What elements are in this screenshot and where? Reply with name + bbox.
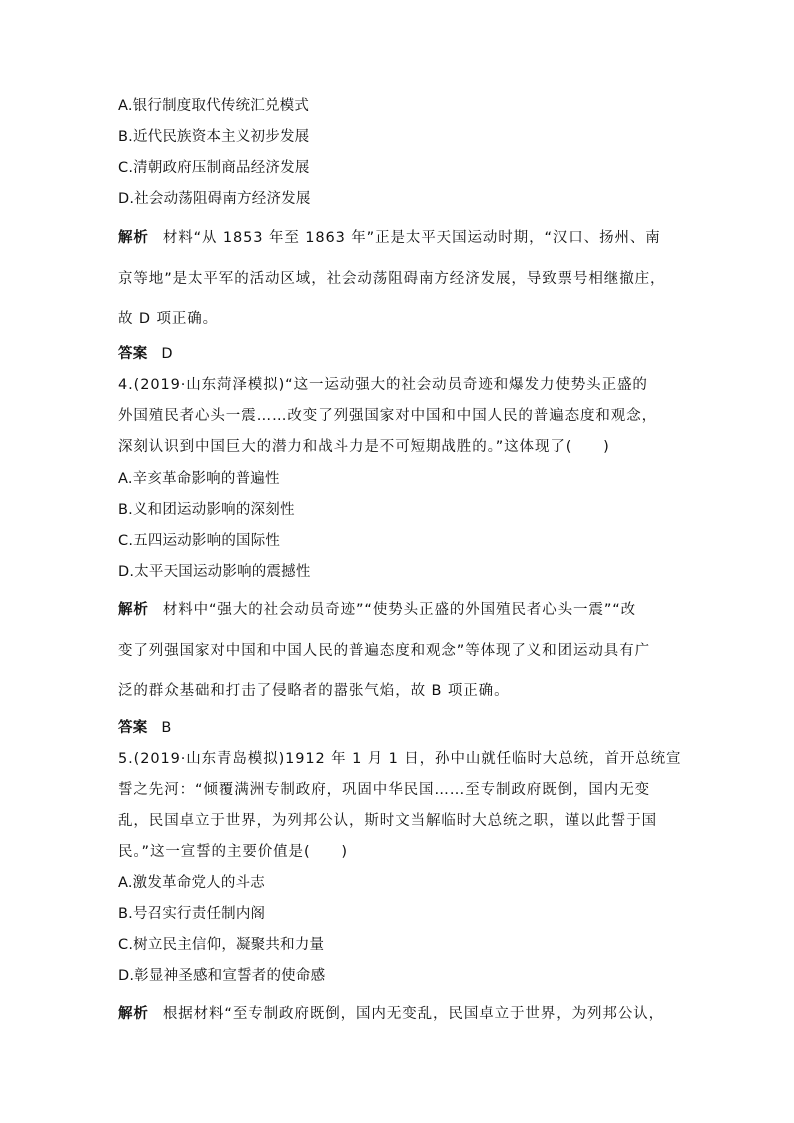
q5-stem-line-1: 5.(2019·山东青岛模拟)1912 年 1 月 1 日，孙中山就任临时大总统，首开总统宣: [118, 751, 682, 767]
q5-stem-line-4: 民。”这一宣誓的主要价值是( ): [118, 844, 348, 860]
q3-answer: [118, 344, 678, 364]
q5-analysis-label: 解析: [118, 1006, 149, 1022]
q5-option-b: B.号召实行责任制内阁: [118, 906, 266, 922]
q3-answer-label: 答案: [118, 346, 148, 362]
q3-analysis-line-3: 故 D 项正确。: [118, 311, 219, 327]
q4-analysis-label: 解析: [118, 602, 149, 618]
q5-option-c: C.树立民主信仰，凝聚共和力量: [118, 937, 325, 953]
q3-analysis-line-2: 京等地”是太平军的活动区域，社会动荡阻碍南方经济发展，导致票号相继撤庄，: [118, 271, 666, 287]
q5-stem-line-2: 誓之先河：“倾覆满洲专制政府，巩固中华民国……至专制政府既倒，国内无变: [118, 782, 651, 798]
q3-option-b: B.近代民族资本主义初步发展: [118, 129, 310, 145]
q4-stem-line-2: 外国殖民者心头一震……改变了列强国家对中国和中国人民的普遍态度和观念，: [118, 408, 657, 424]
q4-answer-value: B: [161, 720, 172, 736]
q4-stem-line-3: 深刻认识到中国巨大的潜力和战斗力是不可短期战胜的。”这体现了( ): [118, 439, 610, 455]
q4-option-b: B.义和团运动影响的深刻性: [118, 502, 295, 518]
q4-stem-line-1: 4.(2019·山东菏泽模拟)“这一运动强大的社会动员奇迹和爆发力使势头正盛的: [118, 377, 648, 393]
q4-analysis-line-1: 解析 材料中“强大的社会动员奇迹”“使势头正盛的外国殖民者心头一震”“改: [118, 602, 637, 618]
q5-stem-line-3: 乱，民国卓立于世界，为列邦公认，斯时文当解临时大总统之职，谨以此誓于国: [118, 813, 657, 829]
q4-answer: [118, 718, 678, 738]
q5-option-a: A.激发革命党人的斗志: [118, 875, 265, 891]
q4-option-d: D.太平天国运动影响的震撼性: [118, 564, 311, 580]
q4-answer-label: 答案: [118, 720, 148, 736]
q4-option-a: A.辛亥革命影响的普遍性: [118, 471, 280, 487]
q3-option-d: D.社会动荡阻碍南方经济发展: [118, 191, 311, 207]
q5-option-d: D.彰显神圣感和宣誓者的使命感: [118, 968, 326, 984]
q3-analysis-label: 解析: [118, 230, 149, 246]
q3-option-c: C.清朝政府压制商品经济发展: [118, 160, 310, 176]
q3-option-a: A.银行制度取代传统汇兑模式: [118, 98, 310, 114]
q3-answer-value: D: [161, 346, 173, 362]
q4-analysis-line-2: 变了列强国家对中国和中国人民的普遍态度和观念”等体现了义和团运动具有广: [118, 643, 651, 659]
q4-analysis-line-3: 泛的群众基础和打击了侵略者的嚣张气焰，故 B 项正确。: [118, 683, 510, 699]
q4-option-c: C.五四运动影响的国际性: [118, 533, 281, 549]
q5-analysis-line-1: 解析 根据材料“至专制政府既倒，国内无变乱，民国卓立于世界，为列邦公认，: [118, 1006, 665, 1022]
q3-analysis-line-1: 解析 材料“从 1853 年至 1863 年”正是太平天国运动时期，“汉口、扬州、南: [118, 230, 661, 246]
